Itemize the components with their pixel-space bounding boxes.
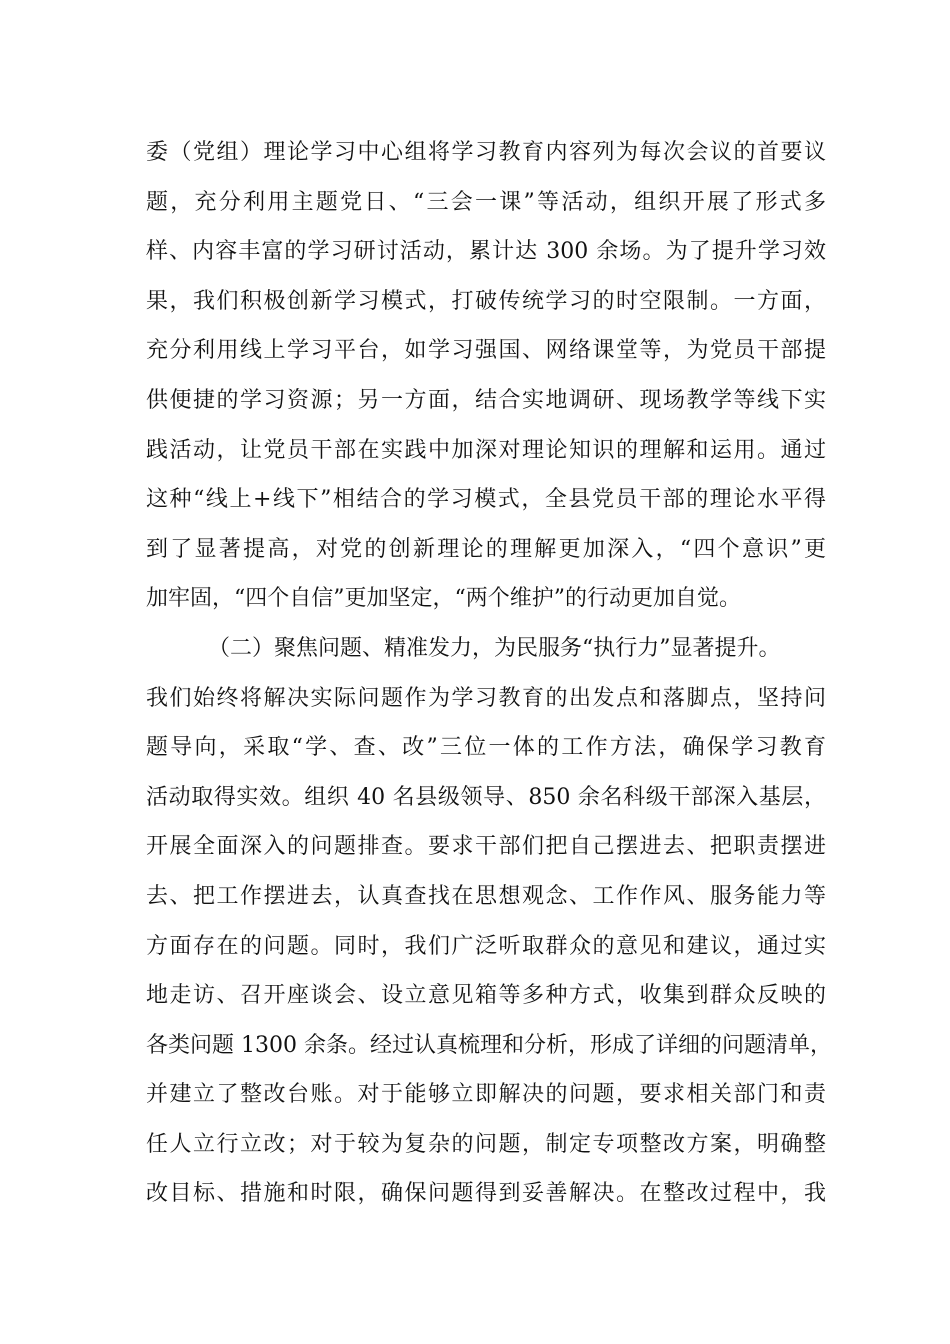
text-line: 供便捷的学习资源；另一方面，结合实地调研、现场教学等线下实 bbox=[146, 387, 826, 413]
text-line: 我们始终将解决实际问题作为学习教育的出发点和落脚点，坚持问 bbox=[146, 685, 826, 711]
text-line: 到了显著提高，对党的创新理论的理解更加深入，“四个意识”更 bbox=[146, 536, 826, 562]
section-heading: （二）聚焦问题、精准发力，为民服务“执行力”显著提升。 bbox=[208, 635, 781, 661]
text-line: 题，充分利用主题党日、“三会一课”等活动，组织开展了形式多 bbox=[146, 189, 826, 215]
text-line: 加牢固，“四个自信”更加坚定，“两个维护”的行动更加自觉。 bbox=[146, 586, 741, 612]
text-line: 委（党组）理论学习中心组将学习教育内容列为每次会议的首要议 bbox=[146, 140, 826, 165]
text-line: 活动取得实效。组织 40 名县级领导、850 余名科级干部深入基层， bbox=[146, 784, 826, 810]
text-line: 充分利用线上学习平台，如学习强国、网络课堂等，为党员干部提 bbox=[146, 338, 826, 364]
body-text bbox=[146, 128, 832, 1219]
text-line: 改目标、措施和时限，确保问题得到妥善解决。在整改过程中，我 bbox=[146, 1181, 826, 1207]
text-line: 果，我们积极创新学习模式，打破传统学习的时空限制。一方面， bbox=[146, 288, 826, 314]
text-line: 任人立行立改；对于较为复杂的问题，制定专项整改方案，明确整 bbox=[146, 1131, 826, 1157]
text-line: 并建立了整改台账。对于能够立即解决的问题，要求相关部门和责 bbox=[146, 1082, 826, 1108]
text-line: 方面存在的问题。同时，我们广泛听取群众的意见和建议，通过实 bbox=[146, 933, 826, 959]
text-line: 样、内容丰富的学习研讨活动，累计达 300 余场。为了提升学习效 bbox=[146, 239, 826, 265]
text-line: 这种“线上+线下”相结合的学习模式，全县党员干部的理论水平得 bbox=[146, 487, 826, 513]
text-line: 各类问题 1300 余条。经过认真梳理和分析，形成了详细的问题清单， bbox=[146, 1032, 832, 1058]
text-line: 开展全面深入的问题排查。要求干部们把自己摆进去、把职责摆进 bbox=[146, 834, 826, 860]
text-line: 去、把工作摆进去，认真查找在思想观念、工作作风、服务能力等 bbox=[146, 883, 826, 909]
text-line: 地走访、召开座谈会、设立意见箱等多种方式，收集到群众反映的 bbox=[146, 983, 826, 1009]
text-line: 题导向，采取“学、查、改”三位一体的工作方法，确保学习教育 bbox=[146, 735, 826, 761]
text-line: 践活动，让党员干部在实践中加深对理论知识的理解和运用。通过 bbox=[146, 437, 826, 463]
